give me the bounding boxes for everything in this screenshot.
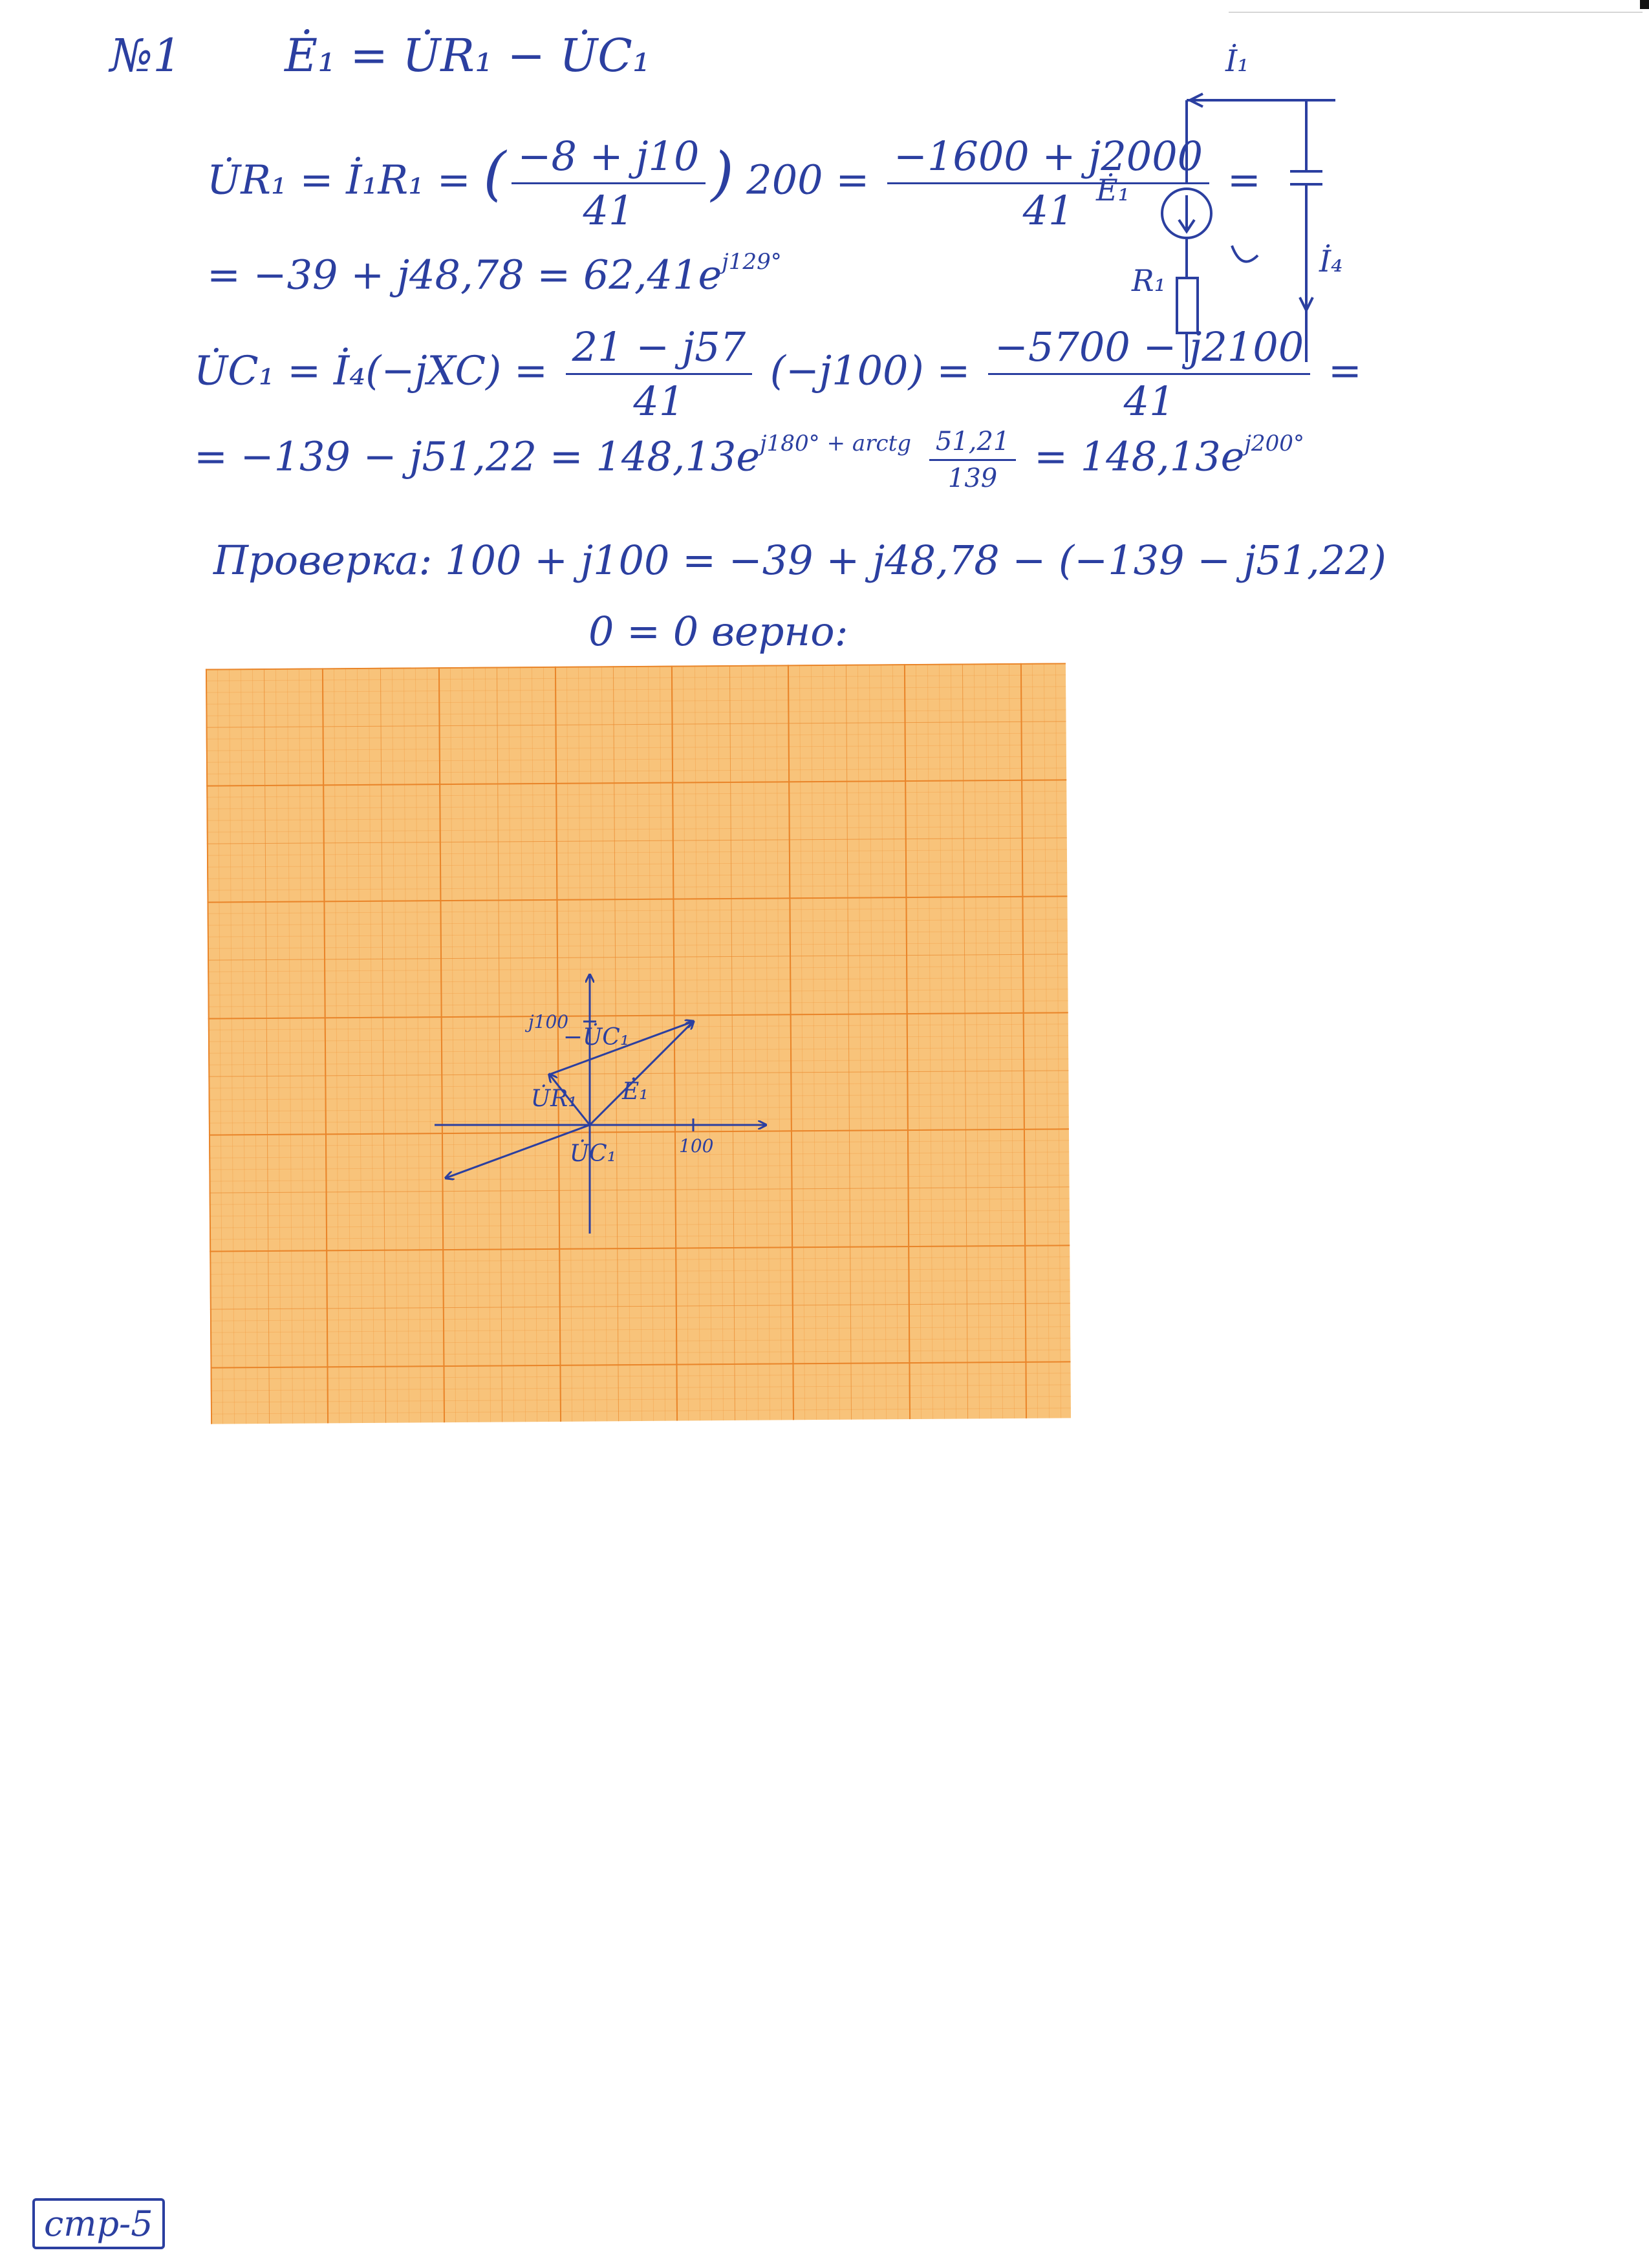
uc1-frac-num: 21 − j57 — [566, 323, 752, 375]
arctg-num: 51,21 — [929, 427, 1017, 461]
circuit-label-i1: İ₁ — [1225, 43, 1249, 78]
uc1-eq: = — [1328, 347, 1362, 394]
phasor-diagram — [208, 666, 1068, 1421]
uc1-result: = −139 − j51,22 = 148,13e — [194, 433, 760, 480]
resistor-symbol — [1177, 278, 1198, 333]
uc1-res-num: −5700 − j2100 — [988, 323, 1310, 375]
ur1-result: = −39 + j48,78 = 62,41e — [207, 251, 722, 299]
uc1-polar: = 148,13e — [1034, 433, 1245, 480]
scan-corner-mark — [1640, 0, 1649, 9]
check-result: 0 = 0 верно: — [588, 608, 848, 655]
phasor-vector-label: −U̇C₁ — [563, 1023, 630, 1051]
ur1-lhs: U̇R₁ = İ₁R₁ = — [207, 156, 471, 204]
check-line: Проверка: 100 + j100 = −39 + j48,78 − (−139 − j51,22) — [213, 537, 1386, 584]
arctg-den: 139 — [947, 464, 998, 493]
uc1-lhs: U̇C₁ = İ₄(−jXC) = — [194, 347, 548, 394]
loop-direction-arrow — [1232, 246, 1258, 262]
calc-line-1: U̇R₁ = İ₁R₁ = ( $\frac{-8 + j10}{41}$ ) 200 = $\frac{-1600 + j2000}{41}$ = — [207, 133, 1261, 234]
ur1-res-den: 41 — [1022, 187, 1074, 234]
phasor-vector-label: U̇C₁ — [569, 1140, 617, 1167]
ur1-frac-den: 41 — [583, 187, 634, 234]
ur1-frac-num: −8 + j10 — [512, 133, 706, 184]
uc1-res-den: 41 — [1123, 378, 1175, 425]
ur1-mult: 200 = — [746, 156, 870, 204]
phasor-vector — [446, 1125, 590, 1178]
calc-line-2 — [207, 249, 782, 299]
ur1-res-num: −1600 + j2000 — [887, 133, 1209, 184]
uc1-frac-den: 41 — [633, 378, 685, 425]
uc1-exp2: j200° — [1244, 430, 1305, 456]
phasor-vector-label: U̇R₁ — [530, 1085, 577, 1112]
uc1-exp: j180° + arctg — [760, 430, 912, 456]
y-tick-label: j100 — [528, 1011, 569, 1032]
circuit-label-i4: İ₄ — [1319, 244, 1343, 279]
ur1-eq: = — [1227, 156, 1261, 204]
x-tick-label: 100 — [679, 1135, 714, 1157]
phasor-vector-label: Ė₁ — [622, 1078, 649, 1105]
circuit-label-e1: Ė₁ — [1096, 173, 1130, 208]
circuit-label-r1: R₁ — [1132, 263, 1167, 298]
kvl-equation: Ė₁ = U̇R₁ − U̇C₁ — [285, 29, 651, 82]
page-number-label: стр-5 — [32, 2198, 165, 2249]
ur1-exp: j129° — [722, 249, 782, 275]
circuit-diagram — [1073, 26, 1371, 362]
problem-number: №1 — [110, 29, 182, 82]
uc1-mult: (−j100) = — [770, 347, 971, 394]
calc-line-4 — [194, 427, 1304, 493]
scan-edge-line — [1229, 12, 1643, 13]
